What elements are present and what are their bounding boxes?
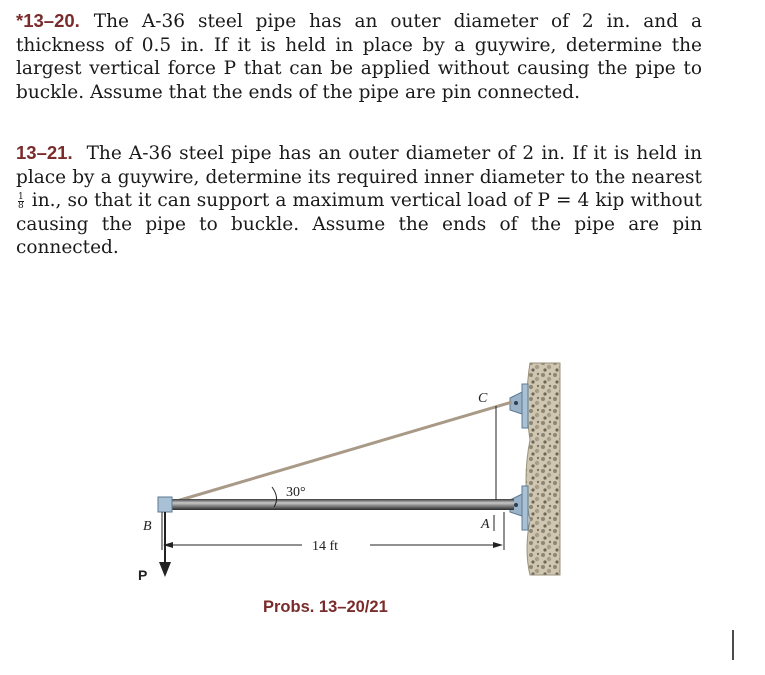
angle-label: 30° (286, 485, 306, 500)
pipe-end-b (158, 497, 172, 512)
label-c: C (478, 391, 488, 406)
guywire (170, 402, 512, 503)
figure-caption: Probs. 13–20/21 (263, 598, 388, 616)
fraction-numerator: 1 (18, 191, 24, 202)
gravel-wall (526, 363, 560, 575)
label-a: A (481, 517, 490, 532)
dimension-label: 14 ft (312, 539, 339, 554)
problem-text-before: The A-36 steel pipe has an outer diameter of 2 in. If it is held in place by a guywire, determine its required inner diameter to the nearest (16, 143, 702, 188)
support-c (510, 384, 528, 428)
fraction-denominator: 8 (18, 200, 24, 211)
steel-pipe (162, 499, 514, 510)
problem-text: The A-36 steel pipe has an outer diameter of 2 in. and a thickness of 0.5 in. If it is held in place by a guywire, determine the largest vertical force P that can be applied without causing the pipe to buckle. Assume that the ends of the pipe are pin connected. (16, 11, 702, 103)
label-b: B (143, 519, 152, 534)
problem-number: 13–21. (16, 142, 73, 163)
dimension-arrow-right (493, 542, 503, 548)
problem-text-after: in., so that it can support a maximum vertical load of P = 4 kip without causing the pipe to buckle. Assume the ends of the pipe are pin connected. (16, 190, 702, 258)
load-p-arrow-head (159, 562, 171, 577)
problem-number: *13–20. (16, 10, 80, 31)
label-p: P (138, 567, 148, 583)
